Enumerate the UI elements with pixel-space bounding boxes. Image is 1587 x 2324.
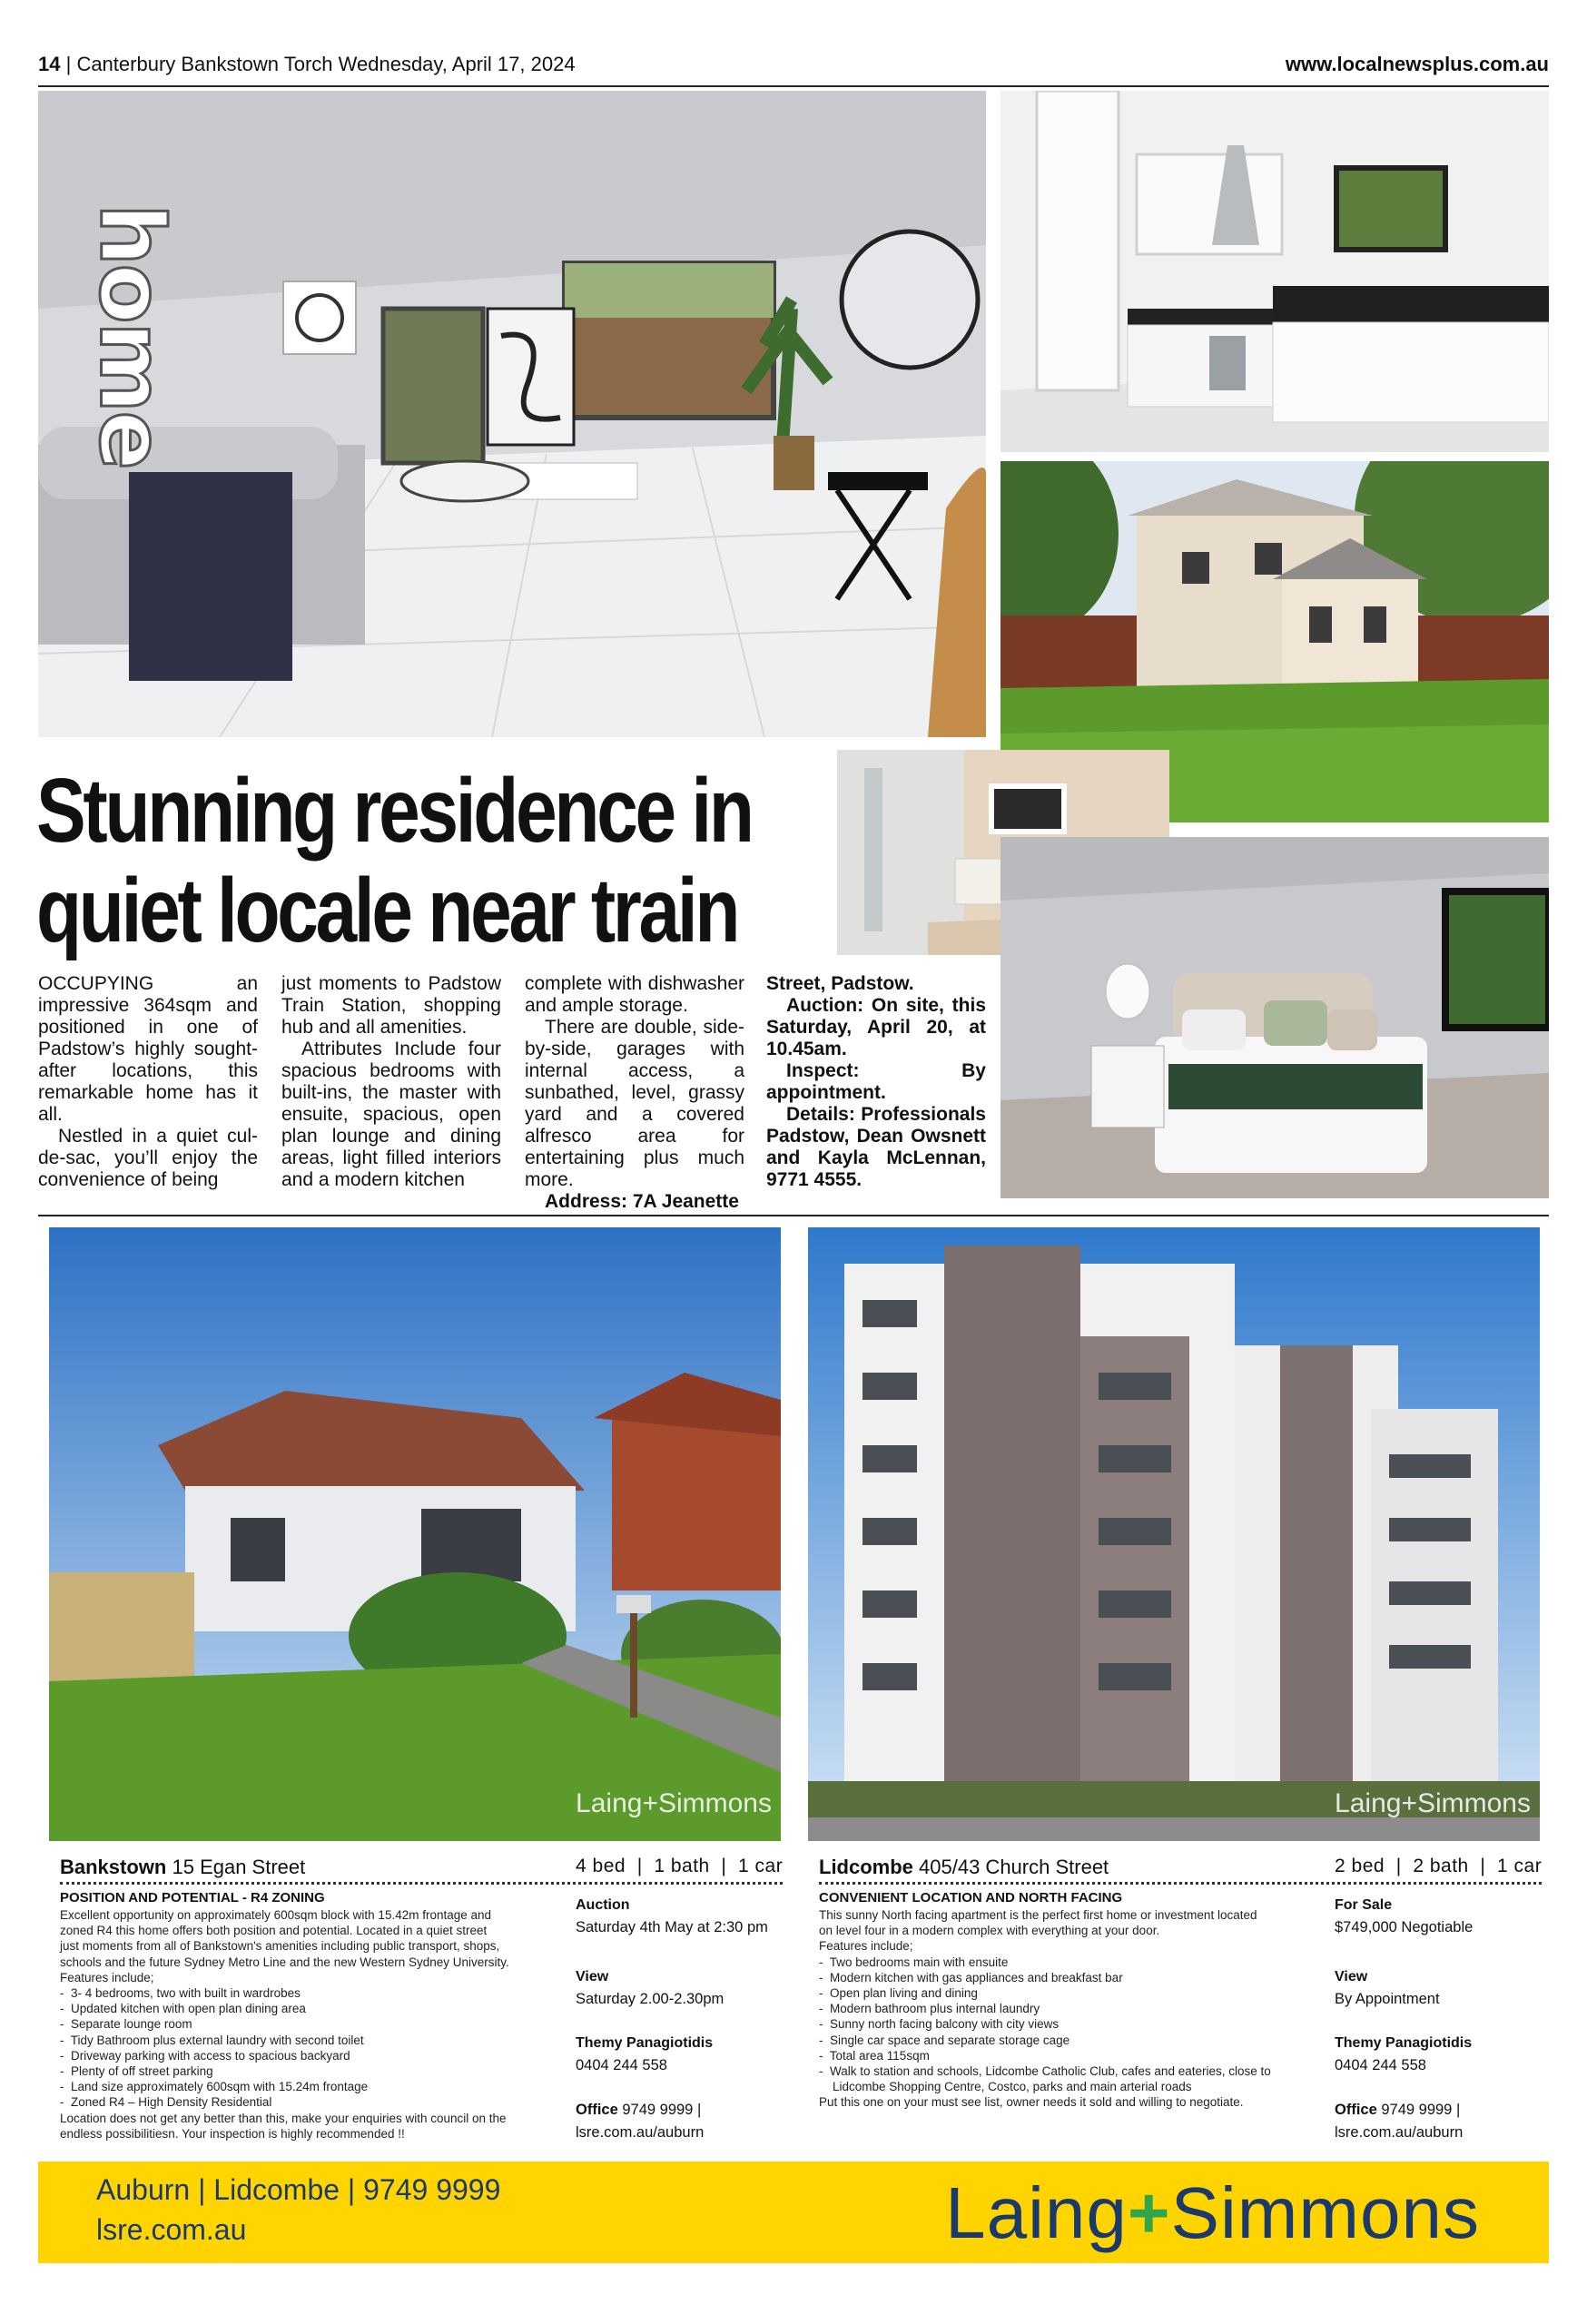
listing-heading: POSITION AND POTENTIAL - R4 ZONING <box>60 1890 325 1905</box>
listing-specs: 4 bed | 1 bath | 1 car <box>576 1856 784 1876</box>
office-website[interactable]: lsre.com.au/auburn <box>576 2124 705 2141</box>
dotted-divider <box>60 1882 783 1885</box>
listing-bankstown-photo <box>49 1227 781 1841</box>
page-header: 14 | Canterbury Bankstown Torch Wednesday, April 17, 2024 <box>38 53 576 75</box>
list-item: - Single car space and separate storage cage <box>819 2033 1070 2047</box>
list-item: - Walk to station and schools, Lidcombe Catholic Club, cafes and eateries, close to <box>819 2064 1271 2079</box>
list-item: - Total area 115sqm <box>819 2048 930 2063</box>
article-paragraph: There are double, side-by-side, garages with internal access, a sunbathed, level, grassy yard and a covered alfresco area for entertaining plus much more. <box>525 1017 744 1190</box>
list-item: - Modern bathroom plus internal laundry <box>819 2002 1040 2016</box>
article-details: Details: Professionals Padstow, Dean Owsnett and Kayla McLennan, 9771 4555. <box>766 1104 986 1190</box>
list-item: - Two bedrooms main with ensuite <box>819 1955 1009 1969</box>
article-column-3 <box>525 973 744 1213</box>
agent-name: Themy Panagiotidis <box>576 2035 714 2051</box>
sale-label: For Sale <box>1335 1897 1393 1913</box>
view-label: View <box>576 1969 609 1984</box>
agent-name: Themy Panagiotidis <box>1335 2035 1473 2051</box>
banner-offices: Auburn | Lidcombe | 9749 9999 <box>96 2173 501 2206</box>
article-inspect: Inspect: By appointment. <box>766 1060 986 1103</box>
article-auction: Auction: On site, this Saturday, April 20, at 10.45am. <box>766 995 986 1059</box>
article-paragraph: complete with dishwasher and ample storage. <box>525 973 744 1016</box>
list-item: - Tidy Bathroom plus external laundry with second toilet <box>60 2033 364 2047</box>
banner-contact <box>96 2170 500 2250</box>
office-phone[interactable]: 9749 9999 <box>1381 2102 1453 2118</box>
listing-title <box>819 1856 1109 1879</box>
office-contact: Office 9749 9999 | <box>576 2102 702 2118</box>
list-item: - Zoned R4 – High Density Residential <box>60 2095 272 2110</box>
list-item: Lidcombe Shopping Centre, Costco, parks and main arterial roads <box>819 2080 1192 2094</box>
agent-phone[interactable]: 0404 244 558 <box>576 2057 667 2073</box>
listing-lidcombe-photo <box>808 1227 1540 1841</box>
list-item: - 3- 4 bedrooms, two with built in wardrobes <box>60 1986 301 2001</box>
list-item: - Land size approximately 600sqm with 15.24m frontage <box>60 2080 369 2094</box>
article-column-4 <box>766 973 986 1191</box>
view-value: Saturday 2.00-2.30pm <box>576 1991 724 2007</box>
living-room-photo <box>38 91 986 737</box>
publication-name: Canterbury Bankstown Torch <box>76 53 333 75</box>
feature-headline <box>36 761 841 960</box>
listing-heading: CONVENIENT LOCATION AND NORTH FACING <box>819 1890 1123 1905</box>
article-column-1 <box>38 973 258 1191</box>
listing-address: 15 Egan Street <box>172 1856 306 1878</box>
view-value: By Appointment <box>1335 1991 1440 2007</box>
list-item: - Driveway parking with access to spacious backyard <box>60 2048 350 2063</box>
list-item: - Separate lounge room <box>60 2017 192 2032</box>
section-tag-home: home <box>81 203 182 468</box>
office-website[interactable]: lsre.com.au/auburn <box>1335 2124 1464 2141</box>
list-item: - Plenty of off street parking <box>60 2064 213 2079</box>
article-paragraph: just moments to Padstow Train Station, shopping hub and all amenities. <box>281 973 501 1038</box>
listing-description: Excellent opportunity on approximately 600sqm block with 15.42m frontage and zoned R4 this home offers both position and potential. Located in a quiet street just moments from all of Bankstown's amenities including public transport, shops, schools and the future Sydney Metro Line and the new Western Sydney University. Features include; - 3- 4 bedrooms, two with built in wardrobes - Updated kitchen with open plan dining area - Separate lounge room - Tidy Bathroom plus external laundry with second toilet - Driveway parking with access to spacious backyard - Plenty of off street parking - Land size approximately 600sqm with 15.24m frontage - Zoned R4 – High Density Residential Location does not get any better than this, make your enquiries with council on the endless possibilitiesn. Your inspection is highly recommended !! <box>60 1907 550 2142</box>
laing-simmons-logo: Laing+Simmons <box>945 2172 1480 2253</box>
list-item: - Updated kitchen with open plan dining area <box>60 2002 306 2016</box>
article-address: Address: 7A Jeanette <box>545 1191 739 1212</box>
listing-suburb: Bankstown <box>60 1856 167 1878</box>
office-phone[interactable]: 9749 9999 <box>622 2102 694 2118</box>
listing-specs: 2 bed | 2 bath | 1 car <box>1335 1856 1543 1876</box>
header-divider <box>38 85 1549 87</box>
photo-watermark: Laing+Simmons <box>1335 1788 1531 1818</box>
article-address-cont: Street, Padstow. <box>766 973 914 994</box>
bedroom-photo <box>1000 837 1549 1198</box>
agent-phone[interactable]: 0404 244 558 <box>1335 2057 1426 2073</box>
listing-suburb: Lidcombe <box>819 1856 913 1878</box>
listing-description: This sunny North facing apartment is the perfect first home or investment located on level four in a modern complex with everything at your door. Features include; - Two bedrooms main with ensuite - Modern kitchen with gas appliances and breakfast bar - Open plan living and dining - Modern bathroom plus internal laundry - Sunny north facing balcony with city views - Single car space and separate storage cage - Total area 115sqm - Walk to station and schools, Lidcombe Catholic Club, cafes and eateries, close to Lidcombe Shopping Centre, Costco, parks and main arterial roads Put this one on your must see list, owner needs it sold and willing to negotiate. <box>819 1907 1309 2111</box>
list-item: - Open plan living and dining <box>819 1986 978 2001</box>
sale-value: $749,000 Negotiable <box>1335 1919 1474 1935</box>
article-paragraph: Attributes Include four spacious bedrooms with built-ins, the master with ensuite, spacious, open plan lounge and dining areas, light filled interiors and a modern kitchen <box>281 1039 501 1190</box>
listing-title <box>60 1856 305 1879</box>
kitchen-photo <box>1000 91 1549 452</box>
listing-sidebar <box>576 1897 784 2142</box>
headline-line-1: Stunning residence in <box>36 760 752 862</box>
feature-list <box>60 1985 550 2111</box>
article-column-2 <box>281 973 501 1191</box>
office-contact: Office 9749 9999 | <box>1335 2102 1461 2118</box>
website-link[interactable]: www.localnewsplus.com.au <box>1285 53 1549 75</box>
issue-date: Wednesday, April 17, 2024 <box>338 53 576 75</box>
listing-address: 405/43 Church Street <box>919 1856 1109 1878</box>
list-item: - Sunny north facing balcony with city views <box>819 2017 1060 2032</box>
article-paragraph: OCCUPYING an impressive 364sqm and positioned in one of Padstow’s highly sought-after locations, this remarkable home has it all. <box>38 973 258 1125</box>
feature-list <box>819 1955 1309 2095</box>
sale-label: Auction <box>576 1897 630 1913</box>
banner-website[interactable]: lsre.com.au <box>96 2213 247 2246</box>
sale-value: Saturday 4th May at 2:30 pm <box>576 1919 768 1935</box>
headline-line-2: quiet locale near train <box>36 860 738 961</box>
page-number: 14 <box>38 53 61 75</box>
photo-watermark: Laing+Simmons <box>576 1788 772 1818</box>
view-label: View <box>1335 1969 1368 1984</box>
section-divider <box>38 1215 1549 1216</box>
article-paragraph: Nestled in a quiet cul-de-sac, you’ll enjoy the convenience of being <box>38 1126 258 1190</box>
dotted-divider <box>819 1882 1542 1885</box>
listing-sidebar <box>1335 1897 1543 2142</box>
list-item: - Modern kitchen with gas appliances and breakfast bar <box>819 1970 1123 1984</box>
